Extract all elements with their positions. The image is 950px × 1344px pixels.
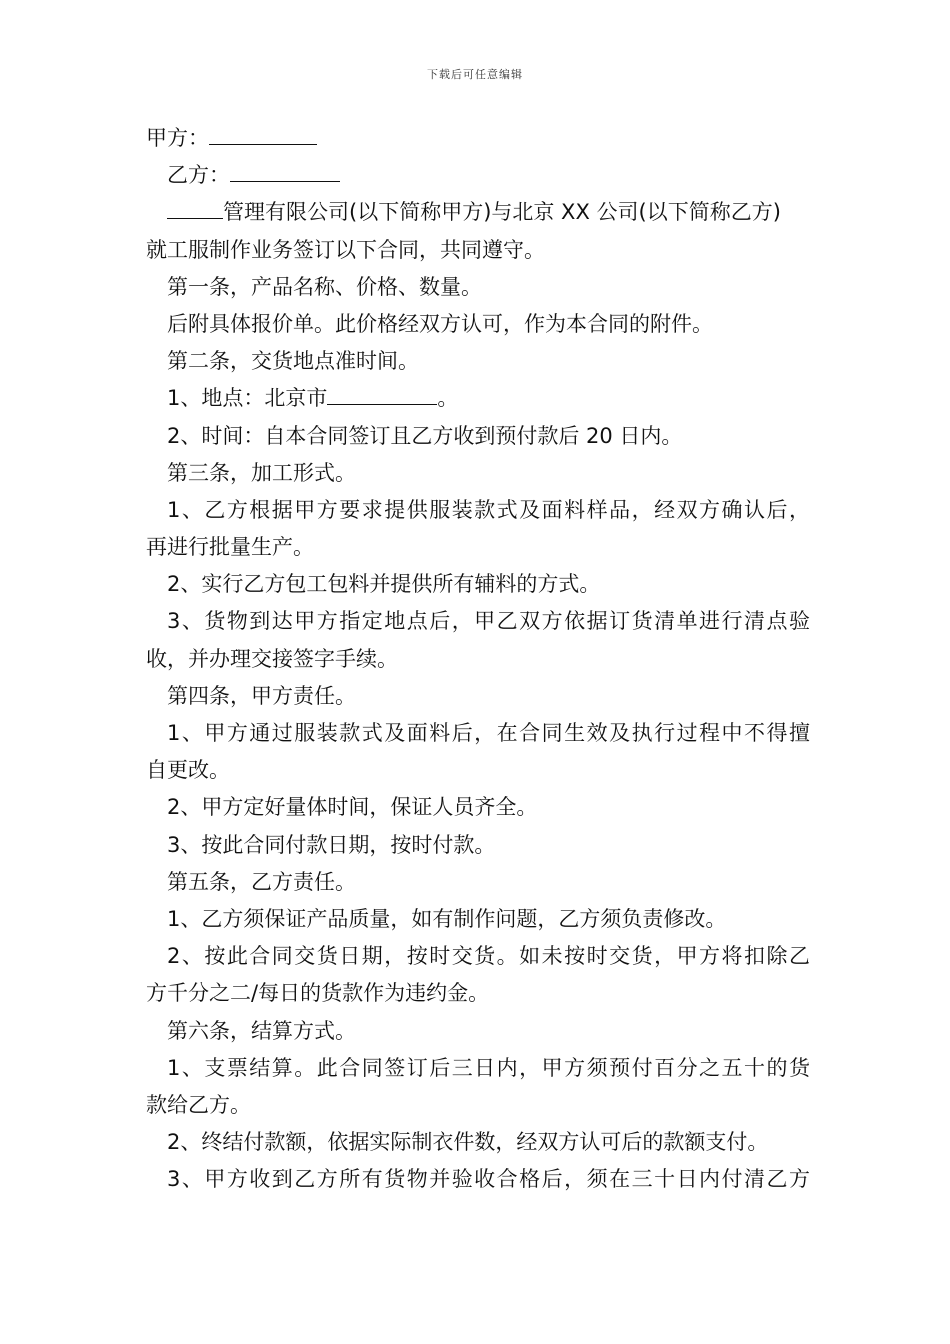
party-a-label: 甲方： xyxy=(146,126,209,150)
article-1-paragraph: 后附具体报价单。此价格经双方认可，作为本合同的附件。 xyxy=(167,311,713,336)
article-6-item-1a: 1、支票结算。此合同签订后三日内，甲方须预付百分之五十的货 xyxy=(167,1055,810,1080)
article-3-item-3b: 收，并办理交接签字手续。 xyxy=(146,646,398,671)
article-5-title: 第五条，乙方责任。 xyxy=(167,869,356,894)
article-6-item-1b: 款给乙方。 xyxy=(146,1092,251,1117)
article-3-item-2: 2、实行乙方包工包料并提供所有辅料的方式。 xyxy=(167,572,601,597)
article-2-title: 第二条，交货地点准时间。 xyxy=(167,349,419,374)
article-5-item-1: 1、乙方须保证产品质量，如有制作问题，乙方须负责修改。 xyxy=(167,906,727,931)
article-6-item-2: 2、终结付款额，依据实际制衣件数，经双方认可后的款额支付。 xyxy=(167,1130,769,1155)
article-1-title: 第一条，产品名称、价格、数量。 xyxy=(167,274,482,299)
party-b-blank xyxy=(230,163,340,182)
article-5-item-2a: 2、按此合同交货日期，按时交货。如未按时交货，甲方将扣除乙 xyxy=(167,944,810,969)
intro-line-1 xyxy=(146,194,810,231)
article-5-item-2b: 方千分之二/每日的货款作为违约金。 xyxy=(146,981,490,1006)
party-b-label: 乙方： xyxy=(167,163,230,188)
article-4-item-2: 2、甲方定好量体时间，保证人员齐全。 xyxy=(167,795,538,820)
contract-body xyxy=(146,120,810,1198)
page-header: 下载后可任意编辑 xyxy=(427,68,523,81)
article-3-item-1b: 再进行批量生产。 xyxy=(146,535,314,560)
article-3-item-3a: 3、货物到达甲方指定地点后，甲乙双方依据订货清单进行清点验 xyxy=(167,609,810,634)
location-suffix: 。 xyxy=(437,386,459,411)
article-3-title: 第三条，加工形式。 xyxy=(167,460,356,485)
article-3-item-1a: 1、乙方根据甲方要求提供服装款式及面料样品，经双方确认后， xyxy=(167,497,810,522)
article-4-item-1b: 自更改。 xyxy=(146,758,230,783)
location-prefix: 1、地点：北京市 xyxy=(167,386,328,411)
article-4-item-1a: 1、甲方通过服装款式及面料后，在合同生效及执行过程中不得擅 xyxy=(167,721,810,745)
article-2-item-2: 2、时间：自本合同签订且乙方收到预付款后 20 日内。 xyxy=(167,423,683,448)
article-6-item-3a: 3、甲方收到乙方所有货物并验收合格后，须在三十日内付清乙方 xyxy=(167,1167,810,1192)
intro-text-1: 管理有限公司(以下简称甲方)与北京 XX 公司(以下简称乙方) xyxy=(223,200,781,225)
party-b-line xyxy=(146,157,810,194)
article-2-item-1 xyxy=(146,380,810,417)
party-a-blank xyxy=(209,126,317,145)
article-4-item-3: 3、按此合同付款日期，按时付款。 xyxy=(167,832,496,857)
party-a-line xyxy=(146,120,810,157)
company-blank xyxy=(167,200,223,219)
location-blank xyxy=(327,386,437,405)
article-4-title: 第四条，甲方责任。 xyxy=(167,683,356,708)
intro-line-2: 就工服制作业务签订以下合同，共同遵守。 xyxy=(146,237,545,262)
article-6-title: 第六条，结算方式。 xyxy=(167,1018,356,1043)
